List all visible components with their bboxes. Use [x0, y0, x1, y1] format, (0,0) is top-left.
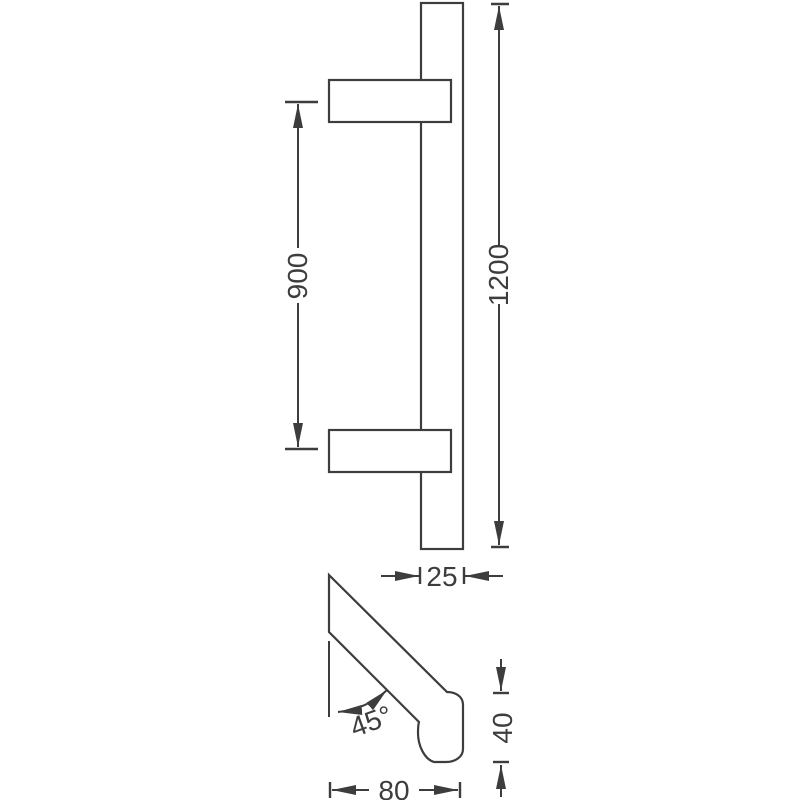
detail-view	[329, 575, 518, 800]
dim-label-1200: 1200	[482, 243, 514, 307]
front-elevation	[329, 3, 463, 549]
dim-label-40: 40	[486, 712, 518, 744]
dimension-bar-width	[381, 561, 503, 592]
dim-label-80: 80	[378, 774, 410, 800]
dimension-bracket-spacing	[282, 102, 318, 449]
handle-section-profile	[329, 575, 463, 762]
dim-label-900: 900	[281, 252, 313, 300]
dim-label-45deg: 45°	[345, 699, 397, 744]
mounting-bracket-top	[329, 80, 451, 122]
dimension-total-length	[483, 4, 514, 547]
dim-label-25: 25	[426, 560, 458, 592]
dimension-grip-height	[487, 659, 518, 797]
mounting-bracket-bottom	[329, 430, 451, 472]
dimension-projection	[330, 775, 460, 800]
